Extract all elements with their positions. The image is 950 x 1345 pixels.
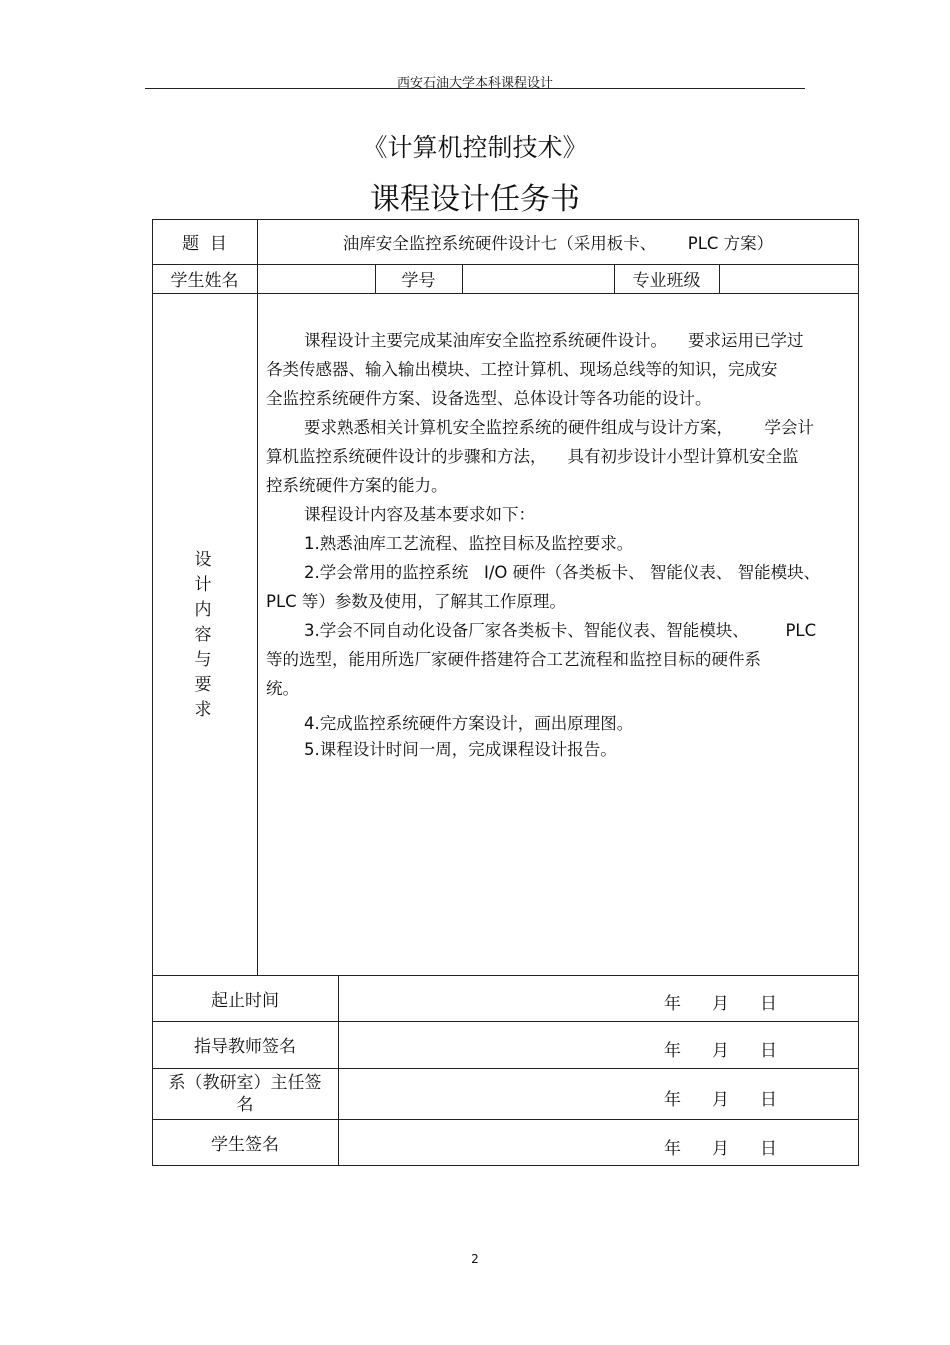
topic-label: 题 目 bbox=[182, 234, 227, 254]
content-line: 3.学会不同自动化设备厂家各类板卡、智能仪表、智能模块、 PLC bbox=[304, 621, 817, 640]
content-line: 1.熟悉油库工艺流程、监控目标及监控要求。 bbox=[304, 534, 634, 553]
column-divider bbox=[338, 975, 339, 1166]
content-label: 设 计 内 容 与 要 求 bbox=[194, 550, 212, 720]
content-line: 课程设计内容及基本要求如下： bbox=[304, 505, 535, 524]
date-day: 日 bbox=[760, 1041, 777, 1061]
topic-value: 油库安全监控系统硬件设计七（采用板卡、 PLC 方案） bbox=[342, 233, 774, 253]
content-line: 控系统硬件方案的能力。 bbox=[266, 476, 448, 495]
content-line: PLC 等）参数及使用，了解其工作原理。 bbox=[266, 592, 566, 611]
start-end-time-label: 起止时间 bbox=[211, 990, 279, 1011]
date-day: 日 bbox=[760, 1090, 777, 1110]
content-line: 各类传感器、输入输出模块、工控计算机、现场总线等的知识，完成安 bbox=[266, 360, 778, 379]
advisor-signature-label: 指导教师签名 bbox=[194, 1037, 296, 1057]
content-line: 要求熟悉相关计算机安全监控系统的硬件组成与设计方案， 学会计 bbox=[304, 418, 814, 437]
date-month: 月 bbox=[712, 994, 729, 1014]
date-day: 日 bbox=[760, 1139, 777, 1159]
date-month: 月 bbox=[712, 1041, 729, 1061]
page-header: 西安石油大学本科课程设计 bbox=[396, 76, 553, 91]
content-line: 统。 bbox=[266, 679, 299, 698]
major-class-label: 专业班级 bbox=[632, 271, 701, 291]
content-line: 等的选型，能用所选厂家硬件搭建符合工艺流程和监控目标的硬件系 bbox=[266, 650, 761, 669]
student-id-label: 学号 bbox=[401, 271, 436, 291]
student-id-field[interactable] bbox=[462, 264, 614, 293]
row-divider bbox=[152, 293, 859, 294]
department-head-signature-label bbox=[152, 1068, 338, 1119]
date-year: 年 bbox=[664, 1139, 681, 1159]
document-title-main: 课程设计任务书 bbox=[370, 182, 580, 217]
content-line: 2.学会常用的监控系统 I/O 硬件（各类板卡、 智能仪表、 智能模块、 bbox=[304, 563, 821, 582]
student-name-field[interactable] bbox=[257, 264, 375, 293]
page-number: 2 bbox=[471, 1252, 479, 1266]
content-line: 4.完成监控系统硬件方案设计，画出原理图。 bbox=[304, 714, 634, 733]
date-year: 年 bbox=[664, 994, 681, 1014]
content-body bbox=[266, 326, 856, 762]
content-line: 5.课程设计时间一周，完成课程设计报告。 bbox=[304, 740, 617, 759]
student-signature-label: 学生签名 bbox=[211, 1135, 279, 1155]
date-month: 月 bbox=[712, 1139, 729, 1159]
department-head-label-line2: 名 bbox=[236, 1094, 254, 1115]
date-year: 年 bbox=[664, 1041, 681, 1061]
department-head-label-line1: 系（教研室）主任签 bbox=[168, 1072, 322, 1093]
document-title-course: 《计算机控制技术》 bbox=[362, 133, 588, 162]
content-line: 算机监控系统硬件设计的步骤和方法， 具有初步设计小型计算机安全监 bbox=[266, 447, 799, 466]
student-name-label: 学生姓名 bbox=[170, 271, 239, 291]
date-year: 年 bbox=[664, 1090, 681, 1110]
content-line: 课程设计主要完成某油库安全监控系统硬件设计。 要求运用已学过 bbox=[304, 331, 804, 350]
header-rule bbox=[145, 88, 805, 89]
date-month: 月 bbox=[712, 1090, 729, 1110]
column-divider bbox=[257, 219, 258, 975]
major-class-field[interactable] bbox=[719, 264, 859, 293]
content-line: 全监控系统硬件方案、设备选型、总体设计等各功能的设计。 bbox=[266, 389, 712, 408]
date-day: 日 bbox=[760, 994, 777, 1014]
